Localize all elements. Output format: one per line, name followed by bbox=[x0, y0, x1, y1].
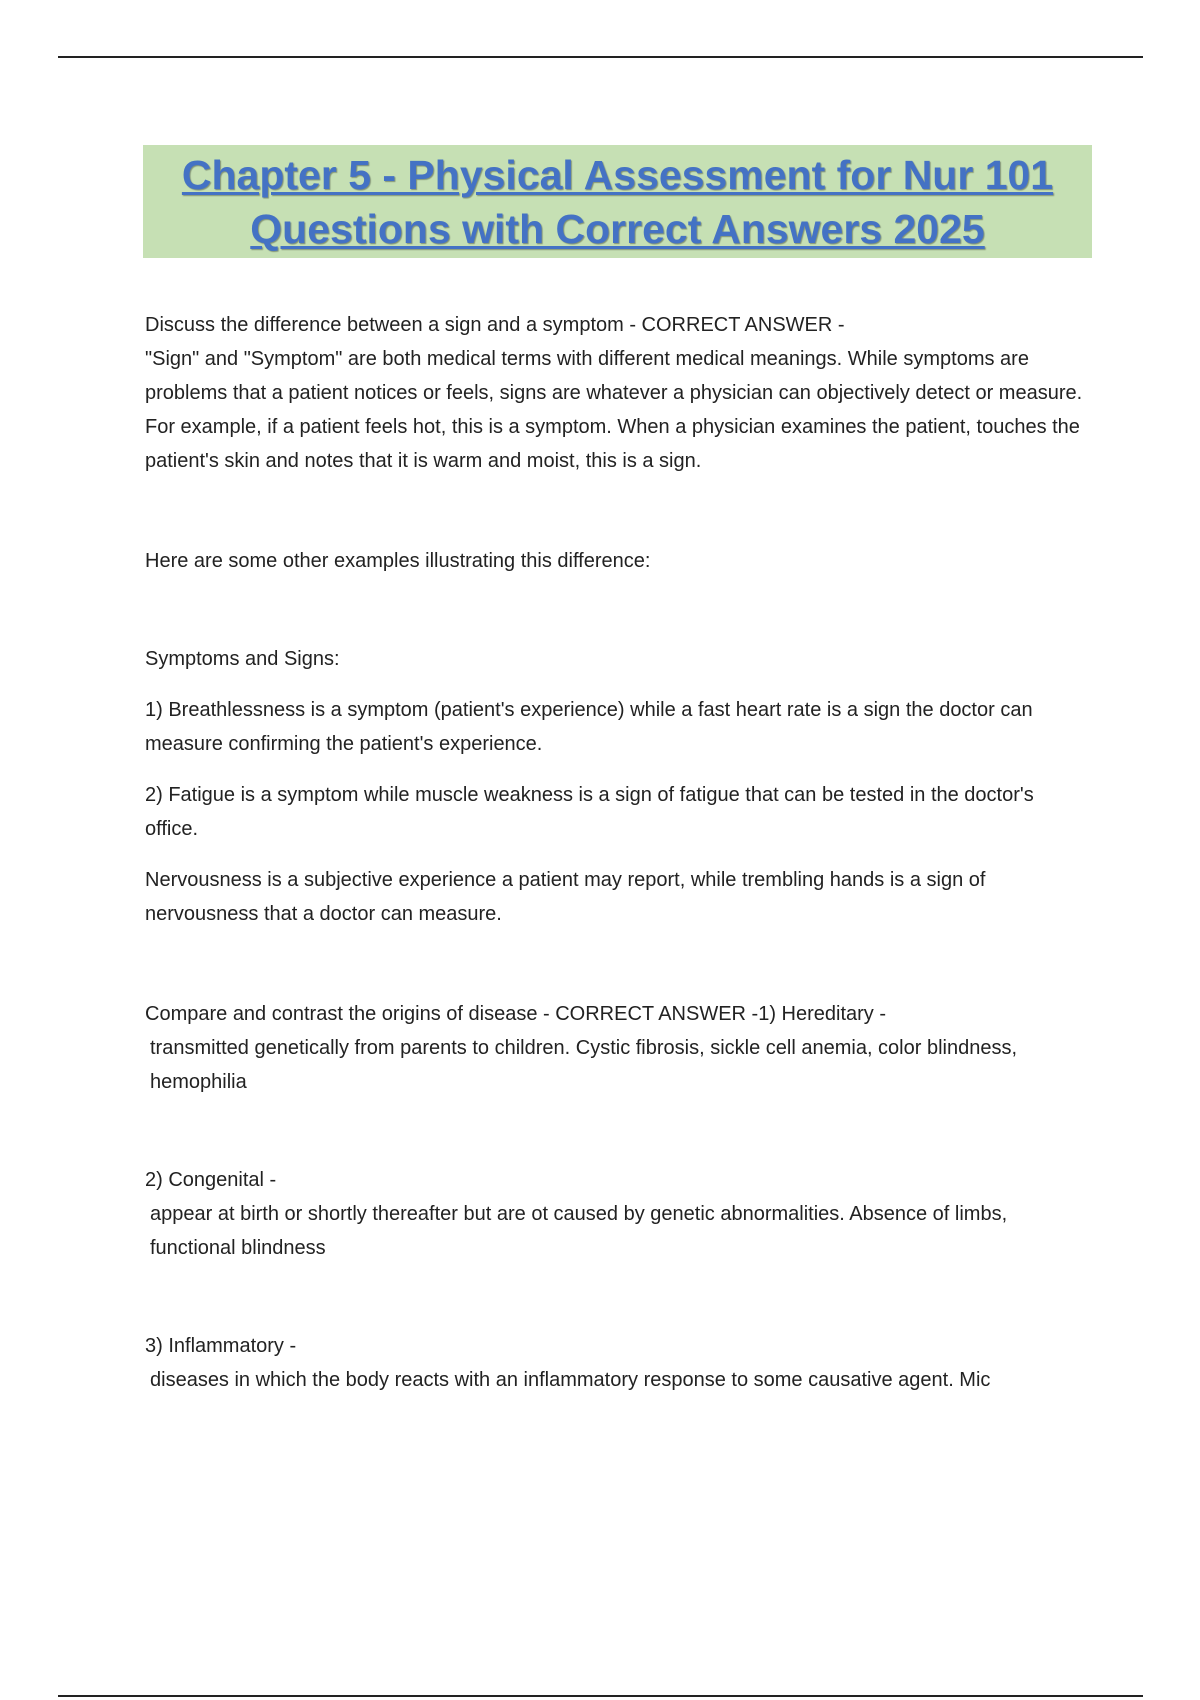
footer-rule bbox=[58, 1695, 1143, 1697]
document-title-line-2: Questions with Correct Answers 2025 bbox=[250, 205, 985, 252]
inflammatory-description: diseases in which the body reacts with an inflammatory response to some causative agent. Mic bbox=[150, 1369, 991, 1391]
document-body bbox=[145, 308, 1090, 1397]
symptoms-signs-heading: Symptoms and Signs: bbox=[145, 648, 340, 670]
inflammatory-label: 3) Inflammatory - bbox=[145, 1335, 297, 1357]
answer-1-paragraph: "Sign" and "Symptom" are both medical terms with different medical meanings. While symptoms are problems that a patient notices or feels, signs are whatever a physician can objectively detect or measure. For example, if a patient feels hot, this is a symptom. When a physician examines the patient, touches the patient's skin and notes that it is warm and moist, this is a sign. bbox=[145, 348, 1083, 472]
example-item-2: 2) Fatigue is a symptom while muscle weakness is a sign of fatigue that can be tested in the doctor's office. bbox=[145, 784, 1034, 840]
document-title-line-1: Chapter 5 - Physical Assessment for Nur 101 bbox=[181, 151, 1054, 198]
congenital-description: appear at birth or shortly thereafter but are ot caused by genetic abnormalities. Absence of limbs, functional blindness bbox=[150, 1203, 1008, 1259]
question-1: Discuss the difference between a sign and a symptom - CORRECT ANSWER - bbox=[145, 314, 845, 336]
document-title-banner bbox=[143, 145, 1092, 258]
hereditary-description: transmitted genetically from parents to children. Cystic fibrosis, sickle cell anemia, color blindness, hemophilia bbox=[150, 1037, 1018, 1093]
example-item-1: 1) Breathlessness is a symptom (patient's experience) while a fast heart rate is a sign the doctor can measure confirming the patient's experience. bbox=[145, 699, 1033, 755]
examples-intro: Here are some other examples illustrating this difference: bbox=[145, 550, 651, 572]
congenital-label: 2) Congenital - bbox=[145, 1169, 277, 1191]
question-2: Compare and contrast the origins of disease - CORRECT ANSWER -1) Hereditary - bbox=[145, 1003, 887, 1025]
example-item-3: Nervousness is a subjective experience a patient may report, while trembling hands is a sign of nervousness that a doctor can measure. bbox=[145, 869, 986, 925]
header-rule bbox=[58, 56, 1143, 58]
